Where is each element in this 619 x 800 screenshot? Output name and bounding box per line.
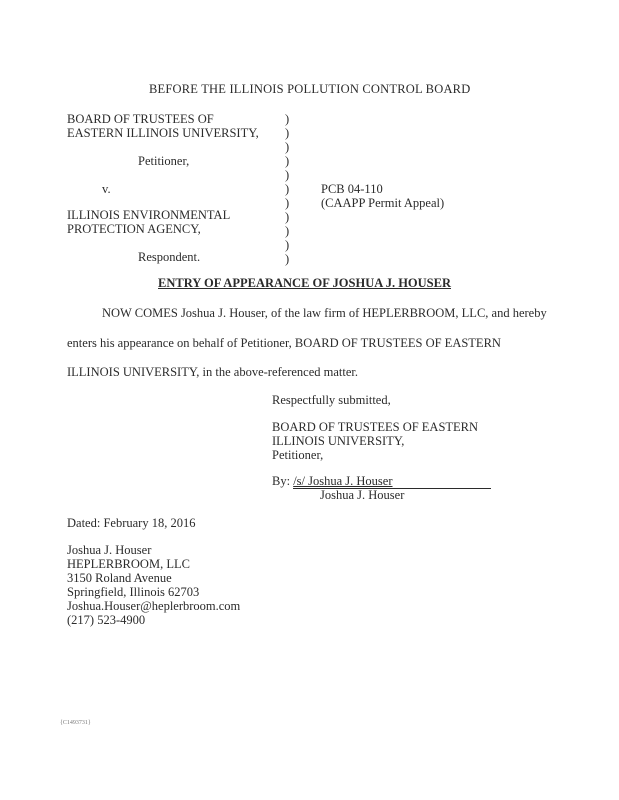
respondent-name-line2: PROTECTION AGENCY,: [67, 222, 201, 236]
caption-paren: ): [285, 252, 290, 266]
petitioner-name-line2: EASTERN ILLINOIS UNIVERSITY,: [67, 126, 259, 140]
signature-line: [272, 474, 491, 489]
caption-paren: ): [285, 224, 290, 238]
caption-paren: ): [285, 182, 290, 196]
case-type: (CAAPP Permit Appeal): [321, 196, 445, 210]
petitioner-role: Petitioner,: [138, 154, 190, 168]
respondent-name-line1: ILLINOIS ENVIRONMENTAL: [67, 208, 231, 222]
caption-paren: ): [285, 196, 290, 210]
printed-name: Joshua J. Houser: [320, 488, 405, 502]
versus-label: v.: [102, 182, 111, 196]
signature-underline: [293, 474, 491, 489]
caption-paren: ): [285, 168, 290, 182]
caption-paren: ): [285, 126, 290, 140]
footer-doc-code: {C1493731}: [60, 720, 91, 726]
contact-city: Springfield, Illinois 62703: [67, 585, 200, 599]
contact-firm: HEPLERBROOM, LLC: [67, 557, 190, 571]
caption-paren: ): [285, 140, 290, 154]
electronic-signature: /s/ Joshua J. Houser: [293, 474, 393, 488]
petitioner-name-line1: BOARD OF TRUSTEES OF: [67, 112, 214, 126]
signature-party-line1: BOARD OF TRUSTEES OF EASTERN: [272, 420, 479, 434]
document-heading: ENTRY OF APPEARANCE OF JOSHUA J. HOUSER: [158, 276, 451, 290]
body-line-2: enters his appearance on behalf of Petitioner, BOARD OF TRUSTEES OF EASTERN: [67, 336, 501, 350]
caption-paren: ): [285, 154, 290, 168]
contact-name: Joshua J. Houser: [67, 543, 152, 557]
signature-party-line2: ILLINOIS UNIVERSITY,: [272, 434, 405, 448]
by-label: By:: [272, 474, 291, 488]
board-title: BEFORE THE ILLINOIS POLLUTION CONTROL BOARD: [149, 82, 471, 96]
respondent-role: Respondent.: [138, 250, 201, 264]
body-line-3: ILLINOIS UNIVERSITY, in the above-referenced matter.: [67, 365, 358, 379]
caption-paren: ): [285, 238, 290, 252]
signature-party-line3: Petitioner,: [272, 448, 324, 462]
body-line-1: NOW COMES Joshua J. Houser, of the law firm of HEPLERBROOM, LLC, and hereby: [102, 306, 547, 320]
contact-email[interactable]: Joshua.Houser@heplerbroom.com: [67, 599, 241, 613]
dated-line: Dated: February 18, 2016: [67, 516, 196, 530]
caption-paren: ): [285, 210, 290, 224]
contact-street: 3150 Roland Avenue: [67, 571, 172, 585]
caption-paren: ): [285, 112, 290, 126]
contact-phone: (217) 523-4900: [67, 613, 146, 627]
closing-text: Respectfully submitted,: [272, 393, 391, 407]
case-number: PCB 04-110: [321, 182, 383, 196]
